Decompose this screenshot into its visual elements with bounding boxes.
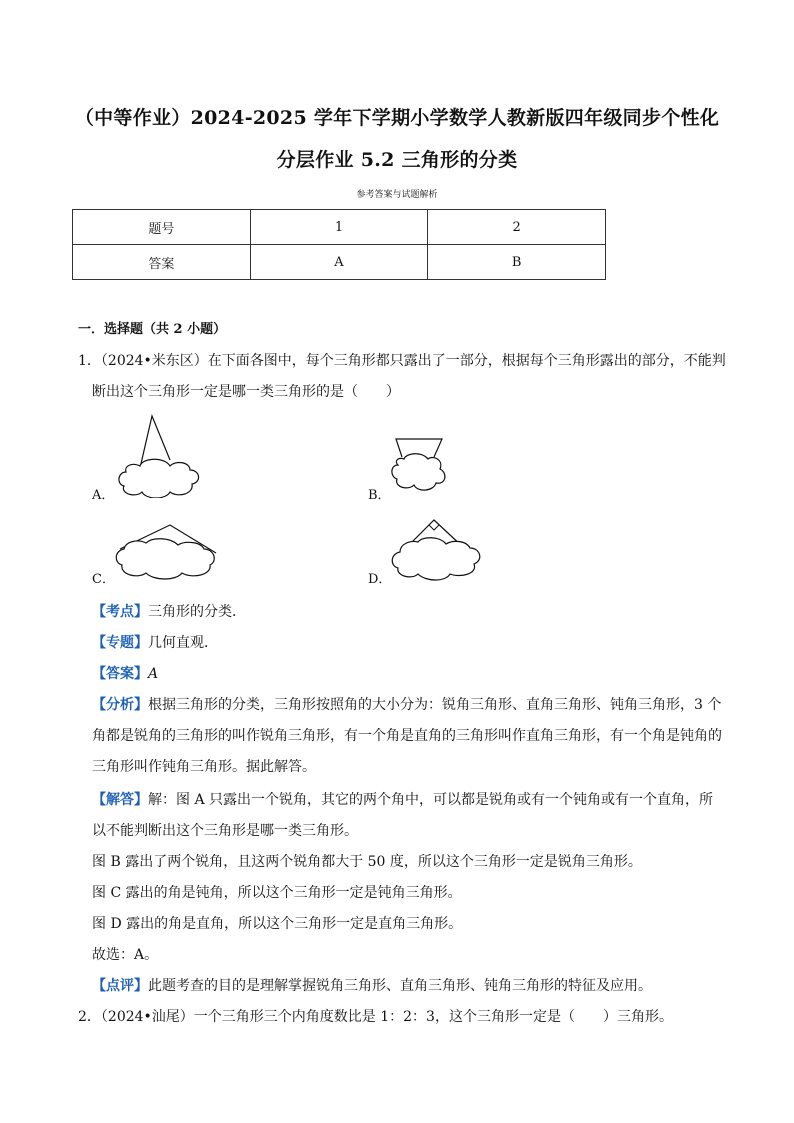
dianping-text: 此题考查的目的是理解掌握锐角三角形、直角三角形、钝角三角形的特征及应用。 bbox=[148, 978, 652, 994]
q1-fenxi-line2: 角都是锐角的三角形的叫作锐角三角形，有一个角是直角的三角形叫作直角三角形，有一个角是钝角的 bbox=[92, 728, 722, 744]
option-a-label: A． bbox=[92, 488, 115, 503]
q1-kaodian bbox=[92, 601, 246, 621]
section-heading: 一．选择题（共 2 小题） bbox=[78, 322, 227, 337]
doc-title-line1: （中等作业）2024-2025 学年下学期小学数学人教新版四年级同步个性化 bbox=[74, 107, 720, 129]
q1-jieda-line1 bbox=[92, 789, 713, 809]
q1-fenxi-line3: 三角形叫作钝角三角形。据此解答。 bbox=[92, 759, 316, 775]
tag-jieda: 【解答】 bbox=[92, 792, 148, 808]
table-cell: 1 bbox=[250, 210, 428, 245]
table-row bbox=[73, 210, 606, 245]
q1-jieda-line4: 图 C 露出的角是钝角，所以这个三角形一定是钝角三角形。 bbox=[92, 885, 462, 901]
fenxi-text-1: 根据三角形的分类，三角形按照角的大小分为：锐角三角形、直角三角形、钝角三角形，3 个 bbox=[148, 697, 722, 713]
figure-a bbox=[112, 412, 208, 498]
option-b-label: B． bbox=[368, 488, 391, 503]
zhuanti-text: 几何直观． bbox=[148, 635, 218, 651]
tag-zhuanti: 【专题】 bbox=[92, 635, 148, 651]
doc-title-line2: 分层作业 5.2 三角形的分类 bbox=[276, 149, 518, 171]
table-cell: 题号 bbox=[73, 210, 251, 245]
option-d-label: D． bbox=[368, 572, 392, 587]
figure-b bbox=[388, 435, 450, 497]
q1-jieda-line5: 图 D 露出的角是直角，所以这个三角形一定是直角三角形。 bbox=[92, 916, 463, 932]
doc-subtitle: 参考答案与试题解析 bbox=[356, 190, 438, 200]
answer-table bbox=[72, 209, 606, 280]
q1-jieda-line3: 图 B 露出了两个锐角，且这两个锐角都大于 50 度，所以这个三角形一定是锐角三角形。 bbox=[92, 854, 642, 870]
table-cell: 2 bbox=[428, 210, 606, 245]
kaodian-text: 三角形的分类． bbox=[148, 604, 246, 620]
q1-dianping bbox=[92, 975, 652, 995]
q1-jieda-line2: 以不能判断出这个三角形是哪一类三角形。 bbox=[92, 823, 358, 839]
tag-kaodian: 【考点】 bbox=[92, 604, 148, 620]
figure-c bbox=[112, 519, 218, 581]
q1-stem-line2: 断出这个三角形一定是哪一类三角形的是（ ） bbox=[92, 384, 400, 400]
figure-d bbox=[388, 512, 484, 582]
tag-daan: 【答案】 bbox=[92, 666, 148, 682]
q1-daan bbox=[92, 663, 158, 683]
tag-dianping: 【点评】 bbox=[92, 978, 148, 994]
q1-jieda-line6: 故选：A。 bbox=[92, 947, 159, 963]
jieda-text-1: 解：图 A 只露出一个锐角，其它的两个角中，可以都是锐角或有一个钝角或有一个直角，所 bbox=[148, 792, 714, 808]
option-c-label: C． bbox=[92, 572, 115, 587]
q2-stem: 2．（2024•汕尾）一个三角形三个内角度数比是 1：2：3，这个三角形一定是（ ）三角形。 bbox=[78, 1009, 673, 1025]
tag-fenxi: 【分析】 bbox=[92, 697, 148, 713]
q1-fenxi-line1 bbox=[92, 694, 721, 714]
q1-stem-line1: 1．（2024•米东区）在下面各图中，每个三角形都只露出了一部分，根据每个三角形露出的部分，不能判 bbox=[78, 353, 726, 369]
table-cell: 答案 bbox=[73, 245, 251, 280]
daan-text: A bbox=[148, 666, 159, 682]
table-cell: A bbox=[250, 245, 428, 280]
q1-zhuanti bbox=[92, 632, 218, 652]
table-cell: B bbox=[428, 245, 606, 280]
table-row bbox=[73, 245, 606, 280]
